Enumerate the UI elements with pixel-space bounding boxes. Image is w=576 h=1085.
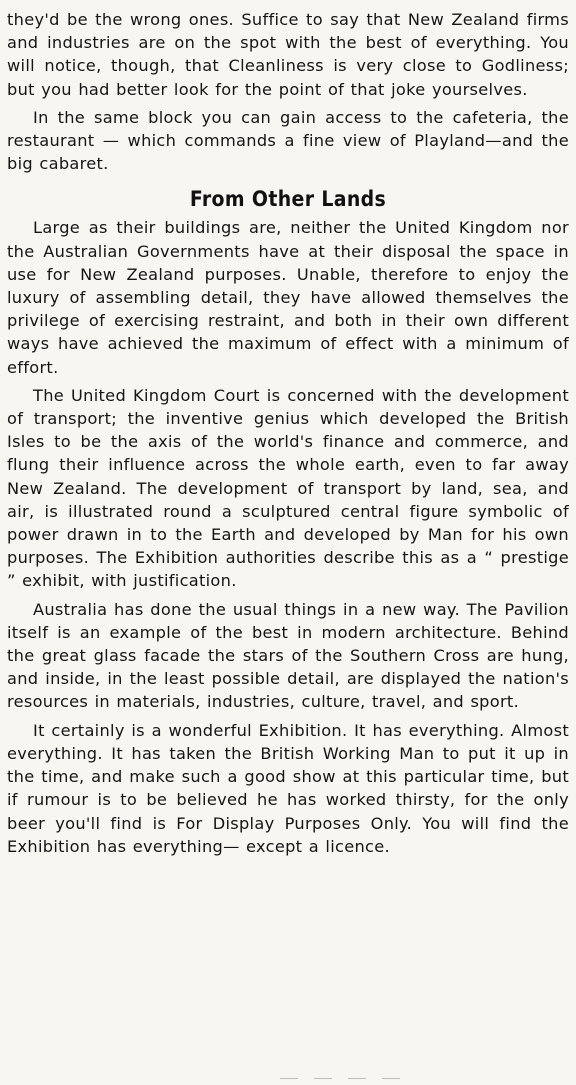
print-mark bbox=[382, 1078, 400, 1079]
paragraph-cafeteria: In the same block you can gain access to the cafeteria, the restaurant — which commands a fine view of Playland—and the big cabaret. bbox=[7, 107, 569, 174]
paragraph-governments: Large as their buildings are, neither the United Kingdom nor the Australian Governments have at their disposal the space in use for New Zealand purposes. Unable, therefore to enjoy the luxury of assembling detail, they have allowed themselves the privilege of exercising restraint, and both in their own different ways have achieved the maximum of effect with a minimum of effort. bbox=[7, 218, 569, 377]
section-heading: From Other Lands bbox=[189, 187, 387, 212]
paragraph-united-kingdom: The United Kingdom Court is concerned with the development of transport; the inventive genius which developed the British Isles to be the axis of the world's finance and commerce, and flung their influence across the whole earth, even to far away New Zealand. The development of transport by land, sea, and air, is illustrated round a sculptured central figure symbolic of power drawn in to the Earth and developed by Man for his own purposes. The Exhibition authorities describe this as a “ prestige ” exhibit, with justification. bbox=[7, 385, 569, 591]
print-mark bbox=[314, 1078, 332, 1079]
print-mark bbox=[348, 1078, 366, 1079]
print-mark bbox=[280, 1078, 298, 1079]
paragraph-australia: Australia has done the usual things in a new way. The Pavilion itself is an example of the best in modern architecture. Behind the great glass facade the stars of the Southern Cross are hung, and inside, in the least possible detail, are displayed the nation's resources in materials, industries, culture, travel, and sport. bbox=[7, 599, 569, 712]
print-artifact-marks bbox=[280, 1078, 430, 1080]
paragraph-continued: they'd be the wrong ones. Suffice to say that New Zealand firms and industries are on the spot with the best of everything. You will notice, though, that Cleanliness is very close to Godliness; but you had better look for the point of that joke yourselves. bbox=[7, 10, 569, 99]
paragraph-conclusion: It certainly is a wonderful Exhibition. It has everything. Almost everything. It has taken the British Working Man to put it up in the time, and make such a good show at this particular time, but if rumour is to be believed he has worked thirsty, for the only beer you'll find is For Display Purposes Only. You will find the Exhibition has everything— except a licence. bbox=[7, 720, 569, 856]
